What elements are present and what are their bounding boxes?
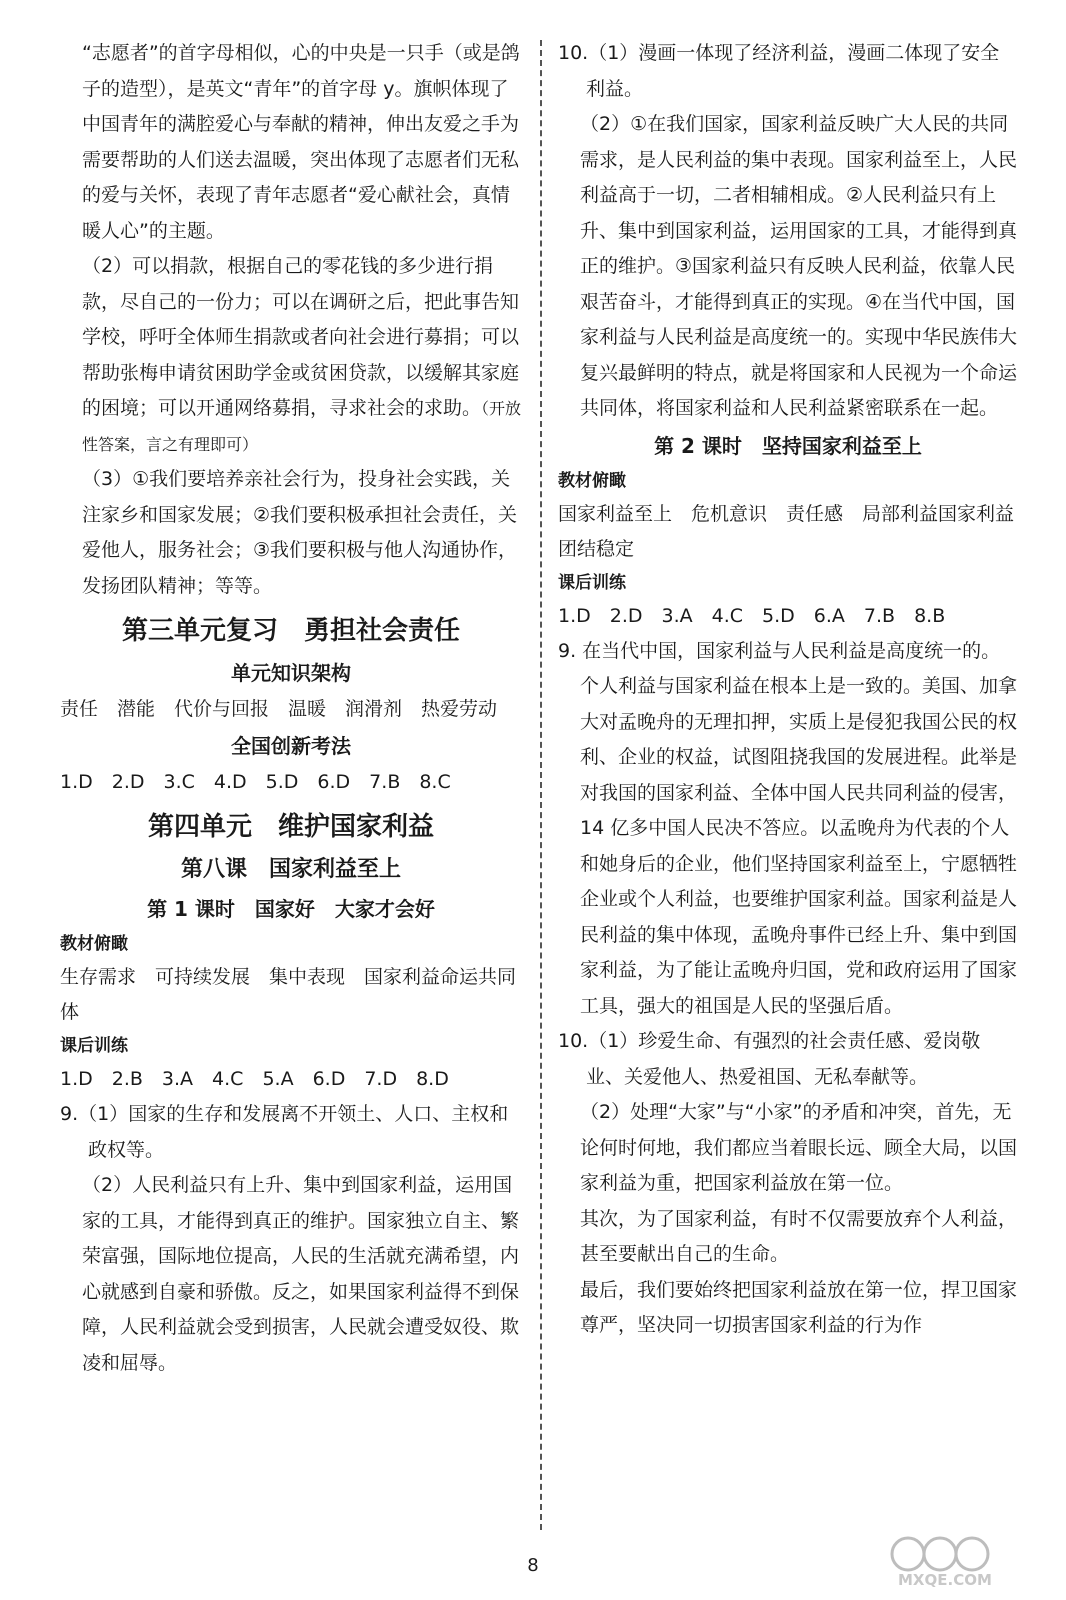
q3-answer: （3）①我们要培养亲社会行为，投身社会实践，关注家乡和国家发展；②我们要积极承担社会责任，关爱他人，服务社会；③我们要积极与他人沟通协作，发扬团队精神；等等。 — [82, 468, 518, 597]
q1-continuation: “志愿者”的首字母相似，心的中央是一只手（或是鸽子的造型），是英文“青年”的首字母 y。旗帜体现了中国青年的满腔爱心与奉献的精神，伸出友爱之手为需要帮助的人们送去温暖，突出体现了志愿者们无私的爱与关怀，表现了青年志愿者“爱心献社会，真情暖人心”的主题。 — [82, 42, 520, 242]
lesson8-1-title: 第 1 课时 国家好 大家才会好 — [147, 897, 435, 921]
unit4-title: 第四单元 维护国家利益 — [147, 812, 434, 842]
q2-answer: （2）可以捐款，根据自己的零花钱的多少进行捐款，尽自己的一份力；可以在调研之后，把此事告知学校，呼吁全体师生捐款或者向社会进行募捐；可以帮助张梅申请贫困助学金或贫困贷款，以缓解其家庭的困境；可以开通网络募捐，寻求社会的求助。（开放性答案，言之有理即可） — [82, 255, 522, 454]
q10-part2: （2）①在我们国家，国家利益反映广大人民的共同需求，是人民利益的集中表现。国家利益至上，人民利益高于一切，二者相辅相成。②人民利益只有上升、集中到国家利益，运用国家的工具，才能得到真正的维护。③国家利益只有反映人民利益，依靠人民艰苦奋斗，才能得到真正的实现。④在当代中国，国家利益与人民利益是高度统一的。实现中华民族伟大复兴最鲜明的特点，就是将国家和人民视为一个命运共同体，将国家利益和人民利益紧密联系在一起。 — [580, 113, 1018, 419]
q9-part2: （2）人民利益只有上升、集中到国家利益，运用国家的工具，才能得到真正的维护。国家独立自主、繁荣富强，国际地位提高，人民的生活就充满希望，内心就感到自豪和骄傲。反之，如果国家利益得不到保障，人民利益就会受到损害，人民就会遭受奴役、欺凌和屈辱。 — [82, 1174, 520, 1374]
column-divider — [540, 40, 542, 1530]
q10c: 其次，为了国家利益，有时不仅需要放弃个人利益，甚至要献出自己的生命。 — [580, 1207, 1018, 1265]
q9-answer-2: 9. 在当代中国，国家利益与人民利益是高度统一的。个人利益与国家利益在根本上是一致的。美国、加拿大对孟晚舟的无理扣押，实质上是侵犯我国公民的权利、企业的权益，试图阻挠我国的发展进程。此举是对我国的国家利益、全体中国人民共同利益的侵害，14 亿多中国人民决不答应。以孟晚舟为代表的个人和她身后的企业，他们坚持国家利益至上，宁愿牺牲企业或个人利益，也要维护国家利益。国家利益是人民利益的集中体现，孟晚舟事件已经上升、集中到国家利益，为了能让孟晚舟归国，党和政府运用了国家工具，强大的祖国是人民的坚强后盾。 — [558, 639, 1018, 1017]
q2-note: （开放性答案，言之有理即可） — [82, 399, 522, 454]
q9-part1: 9.（1）国家的生存和发展离不开领土、人口、主权和政权等。 — [60, 1103, 509, 1161]
unit3-answers: 1.D 2.D 3.C 4.D 5.D 6.D 7.B 8.C — [60, 771, 451, 793]
q10d: 最后，我们要始终把国家利益放在第一位，捍卫国家尊严，坚决同一切损害国家利益的行为作 — [580, 1278, 1018, 1336]
lesson8-2-keywords: 国家利益至上 危机意识 责任感 局部利益国家利益 团结稳定 — [558, 502, 1034, 560]
svg-text:MXQE.COM: MXQE.COM — [898, 1571, 992, 1588]
lesson8-title: 第八课 国家利益至上 — [180, 857, 401, 882]
lesson8-1-answers: 1.D 2.B 3.A 4.C 5.A 6.D 7.D 8.D — [60, 1068, 449, 1090]
lesson8-2-title: 第 2 课时 坚持国家利益至上 — [654, 433, 922, 458]
lesson8-2-answers: 1.D 2.D 3.A 4.C 5.D 6.A 7.B 8.B — [558, 604, 946, 627]
unit3-knowledge-heading: 单元知识架构 — [231, 661, 351, 685]
unit3-title: 第三单元复习 勇担社会责任 — [121, 616, 460, 646]
practice-label: 课后训练 — [60, 1036, 128, 1056]
q10b: （2）处理“大家”与“小家”的矛盾和冲突，首先，无论何时何地，我们都应当着眼长远、顾全大局，以国家利益为重，把国家利益放在第一位。 — [580, 1101, 1018, 1194]
unit3-exam-heading: 全国创新考法 — [231, 734, 351, 758]
textbook-label-2: 教材俯瞰 — [558, 470, 626, 491]
watermark-logo — [888, 1532, 1038, 1588]
unit3-keywords: 责任 潜能 代价与回报 温暖 润滑剂 热爱劳动 — [60, 698, 498, 720]
textbook-label: 教材俯瞰 — [60, 934, 128, 954]
practice-label-2: 课后训练 — [558, 572, 626, 593]
left-column — [60, 36, 522, 1381]
page-number: 8 — [527, 1555, 539, 1576]
q10-part1: 10.（1）漫画一体现了经济利益，漫画二体现了安全利益。 — [558, 42, 1000, 100]
lesson8-1-keywords: 生存需求 可持续发展 集中表现 国家利益命运共同体 — [60, 966, 517, 1023]
right-column — [558, 36, 1034, 1344]
q10a: 10.（1）珍爱生命、有强烈的社会责任感、爱岗敬业、关爱他人、热爱祖国、无私奉献等。 — [558, 1030, 981, 1088]
